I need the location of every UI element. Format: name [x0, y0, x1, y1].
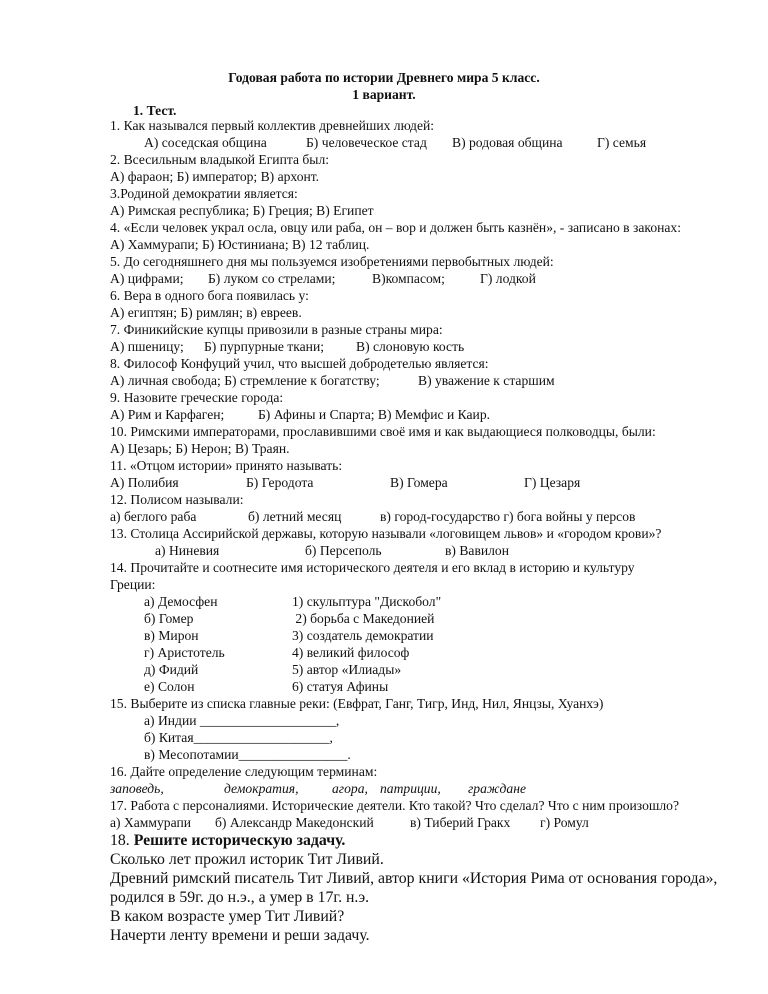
section-heading: 1. Тест.	[133, 103, 177, 118]
question-14-cont: Греции:	[110, 577, 156, 592]
q8-options-ab: А) личная свобода; Б) стремление к богатству;	[110, 373, 380, 388]
question-13: 13. Столица Ассирийской державы, которую называли «логовищем львов» и «городом крови»?	[110, 526, 662, 541]
q11-option-a: А) Полибия	[110, 475, 179, 490]
task-line: родился в 59г. до н.э., а умер в 17г. н.э.	[110, 889, 370, 906]
question-7: 7. Финикийские купцы привозили в разные страны мира:	[110, 322, 443, 337]
q14-contribution: 4) великий философ	[292, 645, 410, 660]
q14-name: б) Гомер	[144, 611, 194, 626]
q8-option-c: В) уважение к старшим	[418, 373, 555, 388]
q15-answer-line: б) Китая____________________,	[144, 730, 333, 745]
q14-contribution: 1) скульптура "Дискобол"	[292, 594, 442, 609]
question-1: 1. Как назывался первый коллектив древнейших людей:	[110, 118, 435, 133]
q14-name: е) Солон	[144, 679, 195, 694]
q9-option-a: А) Рим и Карфаген;	[110, 407, 225, 422]
q3-options: А) Римская республика; Б) Греция; В) Египет	[110, 203, 374, 218]
q17-option-c: в) Тиберий Гракх	[410, 815, 511, 830]
task-line: Сколько лет прожил историк Тит Ливий.	[110, 851, 384, 868]
q10-options: А) Цезарь; Б) Нерон; В) Траян.	[110, 441, 290, 456]
q14-contribution: 2) борьба с Македонией	[292, 611, 435, 626]
q5-option-b: Б) луком со стрелами;	[208, 271, 336, 286]
question-2: 2. Всесильным владыкой Египта был:	[110, 152, 329, 167]
q7-option-b: Б) пурпурные ткани;	[204, 339, 325, 354]
question-15: 15. Выберите из списка главные реки: (Евфрат, Ганг, Тигр, Инд, Нил, Янцзы, Хуанхэ)	[110, 696, 604, 711]
question-4: 4. «Если человек украл осла, овцу или раба, он – вор и должен быть казнён», - записано в законах:	[110, 220, 681, 235]
q14-name: в) Мирон	[144, 628, 199, 643]
q7-option-c: В) слоновую кость	[356, 339, 465, 354]
q6-options: А) египтян; Б) римлян; в) евреев.	[110, 305, 302, 320]
question-8: 8. Философ Конфуций учил, что высшей добродетелью является:	[110, 356, 489, 371]
q4-options: А) Хаммурапи; Б) Юстиниана; В) 12 таблиц.	[110, 237, 370, 252]
q11-option-b: Б) Геродота	[246, 475, 314, 490]
task-line: Древний римский писатель Тит Ливий, автор книги «История Рима от основания города»,	[110, 870, 718, 887]
question-12: 12. Полисом называли:	[110, 492, 244, 507]
question-14: 14. Прочитайте и соотнесите имя исторического деятеля и его вклад в историю и культуру	[110, 560, 635, 575]
q14-name: д) Фидий	[144, 662, 199, 677]
q17-option-d: г) Ромул	[540, 815, 589, 830]
page-title: Годовая работа по истории Древнего мира 5 класс.	[228, 70, 540, 85]
q11-option-d: Г) Цезаря	[524, 475, 581, 490]
q13-option-c: в) Вавилон	[445, 543, 509, 558]
q15-answer-line: в) Месопотамии________________.	[144, 747, 351, 762]
q14-contribution: 6) статуя Афины	[292, 679, 389, 694]
q1-option-d: Г) семья	[597, 135, 647, 150]
q16-term: граждане	[468, 781, 526, 796]
q15-answer-line: а) Индии ____________________,	[144, 713, 340, 728]
question-9: 9. Назовите греческие города:	[110, 390, 284, 405]
question-18-number: 18.	[110, 832, 130, 849]
q14-name: а) Демосфен	[144, 594, 218, 609]
q12-options-cd: в) город-государство г) бога войны у персов	[380, 509, 636, 524]
q16-term: заповедь,	[110, 781, 164, 796]
q7-option-a: А) пшеницу;	[110, 339, 184, 354]
q14-contribution: 5) автор «Илиады»	[292, 662, 402, 677]
q5-option-a: А) цифрами;	[110, 271, 184, 286]
question-18-title: Решите историческую задачу.	[133, 832, 346, 849]
q12-option-a: а) беглого раба	[110, 509, 197, 524]
task-line: В каком возрасте умер Тит Ливий?	[110, 908, 345, 925]
q13-option-b: б) Персеполь	[305, 543, 382, 558]
q16-term: демократия,	[224, 781, 299, 796]
question-5: 5. До сегодняшнего дня мы пользуемся изобретениями первобытных людей:	[110, 254, 554, 269]
task-line: Начерти ленту времени и реши задачу.	[110, 927, 370, 944]
q5-option-c: В)компасом;	[372, 271, 445, 286]
question-6: 6. Вера в одного бога появилась у:	[110, 288, 309, 303]
q2-options: А) фараон; Б) император; В) архонт.	[110, 169, 320, 184]
q17-option-b: б) Александр Македонский	[215, 815, 374, 830]
q16-term: агора,	[332, 781, 368, 796]
question-3: 3.Родиной демократии является:	[110, 186, 298, 201]
q12-option-b: б) летний месяц	[248, 509, 342, 524]
q17-option-a: а) Хаммурапи	[110, 815, 192, 830]
q1-option-a: А) соседская община	[144, 135, 267, 150]
question-11: 11. «Отцом истории» принято называть:	[110, 458, 343, 473]
q9-options-bc: Б) Афины и Спарта; В) Мемфис и Каир.	[258, 407, 491, 422]
question-17: 17. Работа с персоналиями. Исторические деятели. Кто такой? Что сделал? Что с ним произошло?	[110, 798, 679, 813]
q5-option-d: Г) лодкой	[480, 271, 536, 286]
variant-label: 1 вариант.	[352, 87, 416, 102]
q16-term: патриции,	[380, 781, 441, 796]
question-18-heading	[110, 831, 345, 850]
q1-option-b: Б) человеческое стад	[306, 135, 427, 150]
q1-option-c: В) родовая община	[452, 135, 563, 150]
q14-name: г) Аристотель	[144, 645, 225, 660]
question-16: 16. Дайте определение следующим терминам:	[110, 764, 378, 779]
q13-option-a: а) Ниневия	[155, 543, 220, 558]
q14-contribution: 3) создатель демократии	[292, 628, 434, 643]
q11-option-c: В) Гомера	[390, 475, 448, 490]
question-10: 10. Римскими императорами, прославившими своё имя и как выдающиеся полководцы, были:	[110, 424, 656, 439]
